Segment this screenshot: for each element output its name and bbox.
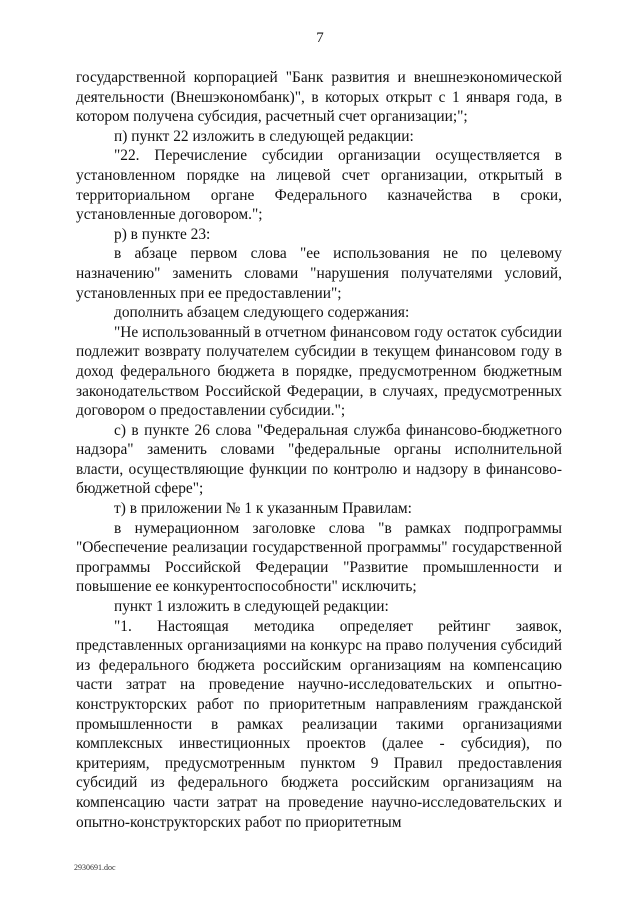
- paragraph-6: дополнить абзацем следующего содержания:: [114, 304, 410, 322]
- document-body: [76, 68, 562, 832]
- paragraph-8: с) в пункте 26 слова "Федеральная служба финансово-бюджетного надзора" заменить словами "федеральные органы исполнительной власти, осуществляющие функции по контролю и надзору в финансово-бюджетной сфере";: [76, 421, 562, 498]
- paragraph-1: государственной корпорацией "Банк развития и внешнеэкономической деятельности (Внешэкономбанк)", в которых открыт с 1 января года, в котором получена субсидия, расчетный счет организации;";: [76, 69, 562, 126]
- paragraph-4: р) в пункте 23:: [114, 225, 211, 243]
- paragraph-3: "22. Перечисление субсидии организации осуществляется в установленном порядке на лицевой счет организации, открытый в территориальном органе Федерального казначейства в сроки, установленные договором.";: [76, 147, 562, 224]
- page-number: 7: [316, 30, 324, 46]
- paragraph-2: п) пункт 22 изложить в следующей редакции:: [114, 127, 414, 145]
- paragraph-9: т) в приложении № 1 к указанным Правилам:: [114, 500, 412, 518]
- paragraph-11: пункт 1 изложить в следующей редакции:: [114, 598, 389, 616]
- file-name-footer: 2930691.doc: [74, 863, 116, 872]
- paragraph-10: в нумерационном заголовке слова "в рамках подпрограммы "Обеспечение реализации государственной программы" государственной программы Российской Федерации "Развитие промышленности и повышение ее конкурентоспособности" исключить;: [76, 519, 562, 596]
- paragraph-5: в абзаце первом слова "ее использования не по целевому назначению" заменить словами "нарушения получателями условий, установленных при ее предоставлении";: [76, 245, 562, 302]
- paragraph-7: "Не использованный в отчетном финансовом году остаток субсидии подлежит возврату получателем субсидии в текущем финансовом году в доход федерального бюджета в порядке, предусмотренном бюджетным законодательством Российской Федерации, в случаях, предусмотренных договором о предоставлении субсидии.";: [76, 323, 562, 420]
- paragraph-12: "1. Настоящая методика определяет рейтинг заявок, представленных организациями на конкурс на право получения субсидий из федерального бюджета российским организациям на компенсацию части затрат на проведение научно-исследовательских и опытно-конструкторских работ по приоритетным направлениям гражданской промышленности в рамках реализации такими организациями комплексных инвестиционных проектов (далее - субсидия), по критериям, предусмотренным пунктом 9 Правил предоставления субсидий из федерального бюджета российским организациям на компенсацию части затрат на проведение научно-исследовательских и опытно-конструкторских работ по приоритетным: [76, 617, 562, 831]
